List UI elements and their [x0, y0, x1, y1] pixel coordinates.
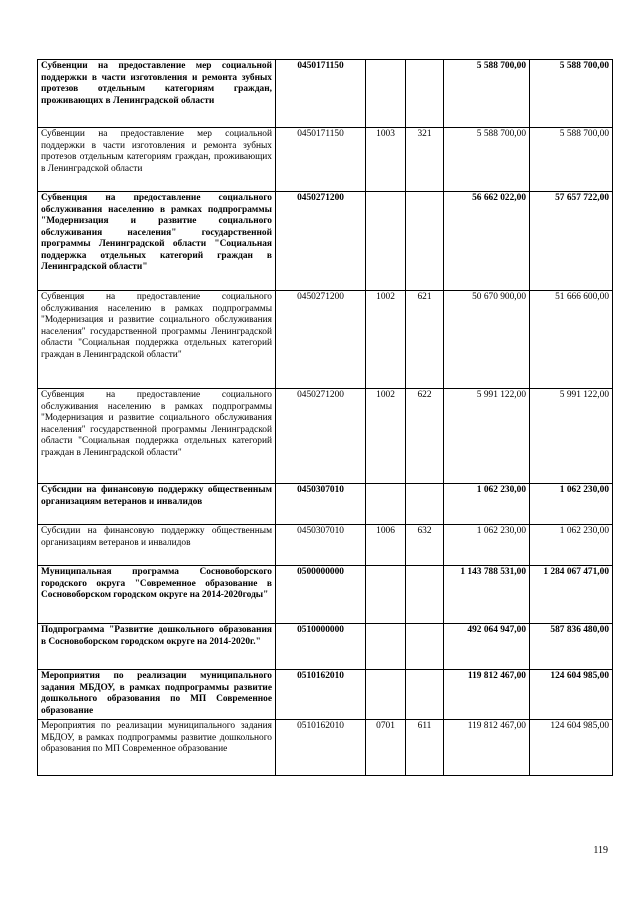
- amount-year-1: 1 062 230,00: [444, 525, 530, 566]
- page-number: 119: [593, 845, 608, 856]
- table-row: [38, 484, 613, 525]
- expense-type-code: 321: [406, 128, 444, 192]
- target-code: 0510162010: [276, 670, 366, 720]
- row-description: Субвенция на предоставление социального обслуживания населению в рамках подпрограммы "Модернизация и развитие социального обслуживания населения" государственной программы Ленинградской области "Социальная поддержка отдельных категорий граждан в Ленинградской области": [38, 291, 276, 389]
- amount-year-2: 124 604 985,00: [530, 720, 613, 776]
- section-code: [366, 566, 406, 624]
- expense-type-code: [406, 624, 444, 670]
- section-code: 1006: [366, 525, 406, 566]
- expense-type-code: [406, 192, 444, 291]
- expense-type-code: [406, 60, 444, 128]
- amount-year-1: 1 143 788 531,00: [444, 566, 530, 624]
- amount-year-1: 1 062 230,00: [444, 484, 530, 525]
- table-row: [38, 128, 613, 192]
- amount-year-2: 5 588 700,00: [530, 60, 613, 128]
- row-description: Мероприятия по реализации муниципального задания МБДОУ, в рамках подпрограммы развитие дошкольного образования по МП Современное образование: [38, 670, 276, 720]
- row-description: Субвенция на предоставление социального обслуживания населению в рамках подпрограммы "Модернизация и развитие социального обслуживания населения" государственной программы Ленинградской области "Социальная поддержка отдельных категорий граждан в Ленинградской области": [38, 192, 276, 291]
- target-code: 0510162010: [276, 720, 366, 776]
- target-code: 0450271200: [276, 192, 366, 291]
- amount-year-2: 587 836 480,00: [530, 624, 613, 670]
- row-description: Субсидии на финансовую поддержку общественным организациям ветеранов и инвалидов: [38, 525, 276, 566]
- expense-type-code: 621: [406, 291, 444, 389]
- row-description: Субвенции на предоставление мер социальной поддержки в части изготовления и ремонта зубных протезов отдельным категориям граждан, проживающих в Ленинградской области: [38, 128, 276, 192]
- table-row: [38, 670, 613, 720]
- amount-year-1: 56 662 022,00: [444, 192, 530, 291]
- table-row: [38, 60, 613, 128]
- target-code: 0450271200: [276, 291, 366, 389]
- amount-year-2: 5 588 700,00: [530, 128, 613, 192]
- section-code: [366, 484, 406, 525]
- amount-year-2: 1 062 230,00: [530, 484, 613, 525]
- budget-table: [37, 59, 613, 776]
- expense-type-code: [406, 566, 444, 624]
- section-code: 0701: [366, 720, 406, 776]
- row-description: Субвенция на предоставление социального обслуживания населению в рамках подпрограммы "Модернизация и развитие социального обслуживания населения" государственной программы Ленинградской области "Социальная поддержка отдельных категорий граждан в Ленинградской области": [38, 389, 276, 484]
- section-code: [366, 192, 406, 291]
- expense-type-code: 632: [406, 525, 444, 566]
- table-row: [38, 624, 613, 670]
- amount-year-1: 5 588 700,00: [444, 60, 530, 128]
- section-code: [366, 670, 406, 720]
- row-description: Субсидии на финансовую поддержку общественным организациям ветеранов и инвалидов: [38, 484, 276, 525]
- row-description: Муниципальная программа Сосновоборского городского округа "Современное образование в Сосновоборском городском округе на 2014-2020годы": [38, 566, 276, 624]
- expense-type-code: [406, 670, 444, 720]
- target-code: 0450271200: [276, 389, 366, 484]
- table-row: [38, 291, 613, 389]
- table-row: [38, 389, 613, 484]
- row-description: Подпрограмма "Развитие дошкольного образования в Сосновоборском городском округе на 2014-2020г.": [38, 624, 276, 670]
- target-code: 0450307010: [276, 525, 366, 566]
- expense-type-code: 611: [406, 720, 444, 776]
- amount-year-2: 1 062 230,00: [530, 525, 613, 566]
- section-code: 1003: [366, 128, 406, 192]
- table-row: [38, 192, 613, 291]
- amount-year-1: 492 064 947,00: [444, 624, 530, 670]
- target-code: 0500000000: [276, 566, 366, 624]
- expense-type-code: [406, 484, 444, 525]
- table-row: [38, 525, 613, 566]
- amount-year-1: 50 670 900,00: [444, 291, 530, 389]
- amount-year-2: 51 666 600,00: [530, 291, 613, 389]
- section-code: [366, 60, 406, 128]
- section-code: [366, 624, 406, 670]
- amount-year-1: 5 588 700,00: [444, 128, 530, 192]
- amount-year-1: 119 812 467,00: [444, 720, 530, 776]
- amount-year-2: 124 604 985,00: [530, 670, 613, 720]
- section-code: 1002: [366, 291, 406, 389]
- amount-year-1: 5 991 122,00: [444, 389, 530, 484]
- table-row: [38, 720, 613, 776]
- target-code: 0450307010: [276, 484, 366, 525]
- target-code: 0450171150: [276, 60, 366, 128]
- amount-year-2: 57 657 722,00: [530, 192, 613, 291]
- amount-year-2: 1 284 067 471,00: [530, 566, 613, 624]
- table-row: [38, 566, 613, 624]
- row-description: Субвенции на предоставление мер социальной поддержки в части изготовления и ремонта зубных протезов отдельным категориям граждан, проживающих в Ленинградской области: [38, 60, 276, 128]
- amount-year-1: 119 812 467,00: [444, 670, 530, 720]
- row-description: Мероприятия по реализации муниципального задания МБДОУ, в рамках подпрограммы развитие дошкольного образования по МП Современное образование: [38, 720, 276, 776]
- amount-year-2: 5 991 122,00: [530, 389, 613, 484]
- expense-type-code: 622: [406, 389, 444, 484]
- section-code: 1002: [366, 389, 406, 484]
- target-code: 0510000000: [276, 624, 366, 670]
- target-code: 0450171150: [276, 128, 366, 192]
